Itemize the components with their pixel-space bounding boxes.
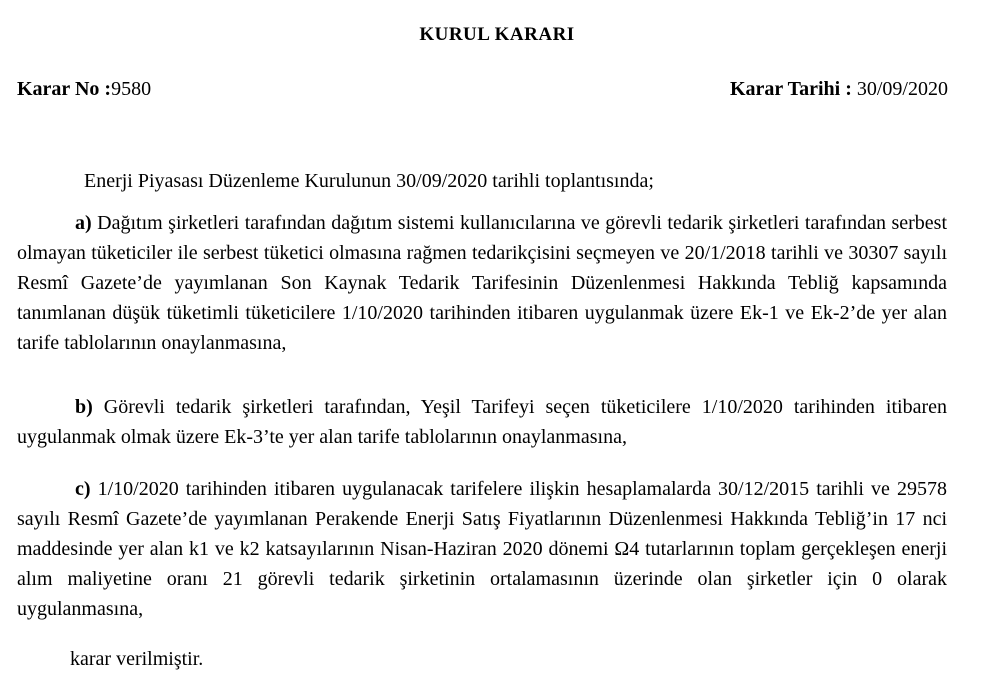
decision-number-value: 9580 <box>111 78 152 100</box>
paragraph-a-label: a) <box>75 212 92 234</box>
decision-number <box>17 78 151 101</box>
intro-text: Enerji Piyasası Düzenleme Kurulunun 30/09/2020 tarihli toplantısında; <box>84 170 654 192</box>
document-title: KURUL KARARI <box>419 24 575 45</box>
paragraph-b-label: b) <box>75 396 93 418</box>
paragraph-c <box>17 474 947 624</box>
paragraph-b-text: Görevli tedarik şirketleri tarafından, Yeşil Tarifeyi seçen tüketicilere 1/10/2020 tarihinden itibaren uygulanmak olmak üzere Ek-3’te yer alan tarife tablolarının onaylanmasına, <box>17 396 947 448</box>
paragraph-b <box>17 392 947 452</box>
paragraph-a <box>17 208 947 358</box>
decision-number-label: Karar No : <box>17 78 112 100</box>
decision-date <box>730 78 948 101</box>
paragraph-a-text: Dağıtım şirketleri tarafından dağıtım sistemi kullanıcılarına ve görevli tedarik şirketleri tarafından serbest olmayan tüketiciler ile serbest tüketici olmasına rağmen tedarikçisini seçmeyen ve 20/1/2018 tarihli ve 30307 sayılı Resmî Gazete’de yayımlanan Son Kaynak Tedarik Tarifesinin Düzenlenmesi Hakkında Tebliğ kapsamında tanımlanan düşük tüketimli tüketicilere 1/10/2020 tarihinden itibaren uygulanmak üzere Ek-1 ve Ek-2’de yer alan tarife tablolarının onaylanmasına, <box>17 212 947 354</box>
decision-date-label: Karar Tarihi : <box>730 78 852 100</box>
closing-text: karar verilmiştir. <box>70 648 204 670</box>
decision-date-value: 30/09/2020 <box>856 78 948 100</box>
paragraph-c-label: c) <box>75 478 91 500</box>
paragraph-c-text: 1/10/2020 tarihinden itibaren uygulanacak tarifelere ilişkin hesaplamalarda 30/12/2015 tarihli ve 29578 sayılı Resmî Gazete’de yayımlanan Perakende Enerji Satış Fiyatlarının Düzenlenmesi Hakkında Tebliğ’in 17 nci maddesinde yer alan k1 ve k2 katsayılarının Nisan-Haziran 2020 dönemi Ω4 tutarlarının toplam gerçekleşen enerji alım maliyetine oranı 21 görevli tedarik şirketinin ortalamasının üzerinde olan şirketler için 0 olarak uygulanmasına, <box>17 478 947 620</box>
